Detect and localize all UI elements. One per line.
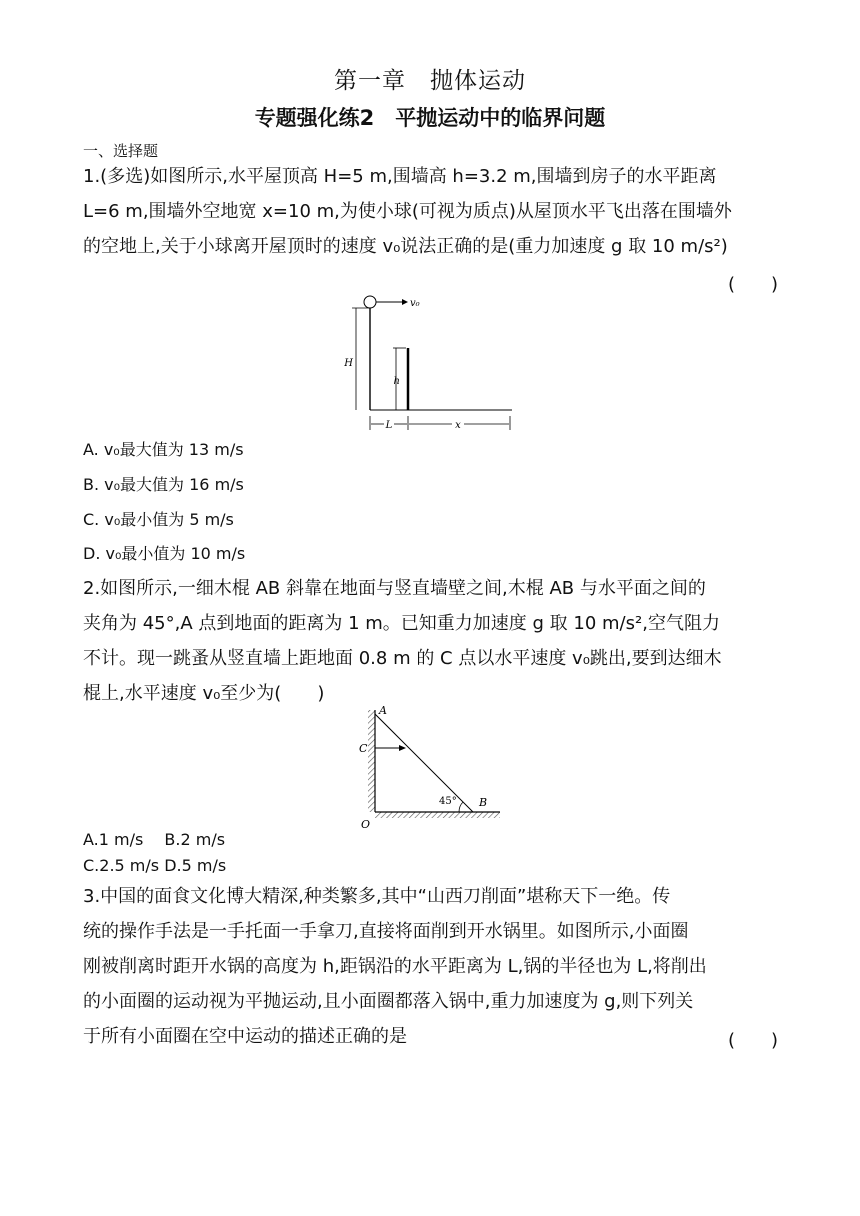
- q1-line-3: 的空地上,关于小球离开屋顶时的速度 v₀说法正确的是(重力加速度 g 取 10 m/s²): [83, 236, 728, 257]
- q3-line-2: 统的操作手法是一手托面一手拿刀,直接将面削到开水锅里。如图所示,小面圈: [83, 921, 689, 942]
- q1-H-label: H: [344, 358, 353, 369]
- q2-line-1: 2.如图所示,一细木棍 AB 斜靠在地面与竖直墙壁之间,木棍 AB 与水平面之间的: [83, 578, 706, 599]
- q1-option-b: B. v₀最大值为 16 m/s: [83, 475, 244, 494]
- q1-line-1: 1.(多选)如图所示,水平屋顶高 H=5 m,围墙高 h=3.2 m,围墙到房子的水平距离: [83, 166, 717, 187]
- q2-C-label: C: [359, 742, 368, 755]
- q1-x-label: x: [455, 420, 461, 431]
- q1-figure: [340, 292, 520, 432]
- q2-B-label: B: [479, 796, 488, 809]
- q1-v0-label: v₀: [410, 298, 420, 309]
- q2-line-2: 夹角为 45°,A 点到地面的距离为 1 m。已知重力加速度 g 取 10 m/s²,空气阻力: [83, 613, 720, 634]
- q2-O-label: O: [361, 818, 371, 831]
- q1-option-d: D. v₀最小值为 10 m/s: [83, 544, 246, 563]
- q3-line-1: 3.中国的面食文化博大精深,种类繁多,其中“山西刀削面”堪称天下一绝。传: [83, 886, 671, 907]
- q1-line-2: L=6 m,围墙外空地宽 x=10 m,为使小球(可视为质点)从屋顶水平飞出落在围墙外: [83, 201, 732, 222]
- q2-A-label: A: [379, 704, 387, 717]
- q2-options-row-2: C.2.5 m/s D.5 m/s: [83, 856, 227, 875]
- q2-line-3: 不计。现一跳蚤从竖直墙上距地面 0.8 m 的 C 点以水平速度 v₀跳出,要到达细木: [83, 648, 722, 669]
- q3-line-3: 刚被削离时距开水锅的高度为 h,距锅沿的水平距离为 L,锅的半径也为 L,将削出: [83, 956, 707, 977]
- q1-h-label: h: [393, 376, 400, 387]
- q2-figure: [355, 702, 505, 832]
- q3-line-5: 于所有小面圈在空中运动的描述正确的是: [83, 1026, 407, 1047]
- q3-answer-paren: ( ): [727, 1030, 778, 1051]
- q2-angle-label: 45°: [439, 796, 457, 807]
- q2-line-4: 棍上,水平速度 v₀至少为( ): [83, 683, 325, 704]
- q2-options-row-1: A.1 m/s B.2 m/s: [83, 830, 226, 849]
- q1-L-label: L: [385, 420, 393, 431]
- q1-answer-paren: ( ): [727, 274, 778, 295]
- q1-option-c: C. v₀最小值为 5 m/s: [83, 510, 234, 529]
- q3-line-4: 的小面圈的运动视为平抛运动,且小面圈都落入锅中,重力加速度为 g,则下列关: [83, 991, 694, 1012]
- practice-title: 专题强化练2 平抛运动中的临界问题: [254, 106, 606, 130]
- section-heading: 一、选择题: [83, 142, 159, 160]
- chapter-title: 第一章 抛体运动: [334, 68, 526, 94]
- q1-option-a: A. v₀最大值为 13 m/s: [83, 440, 244, 459]
